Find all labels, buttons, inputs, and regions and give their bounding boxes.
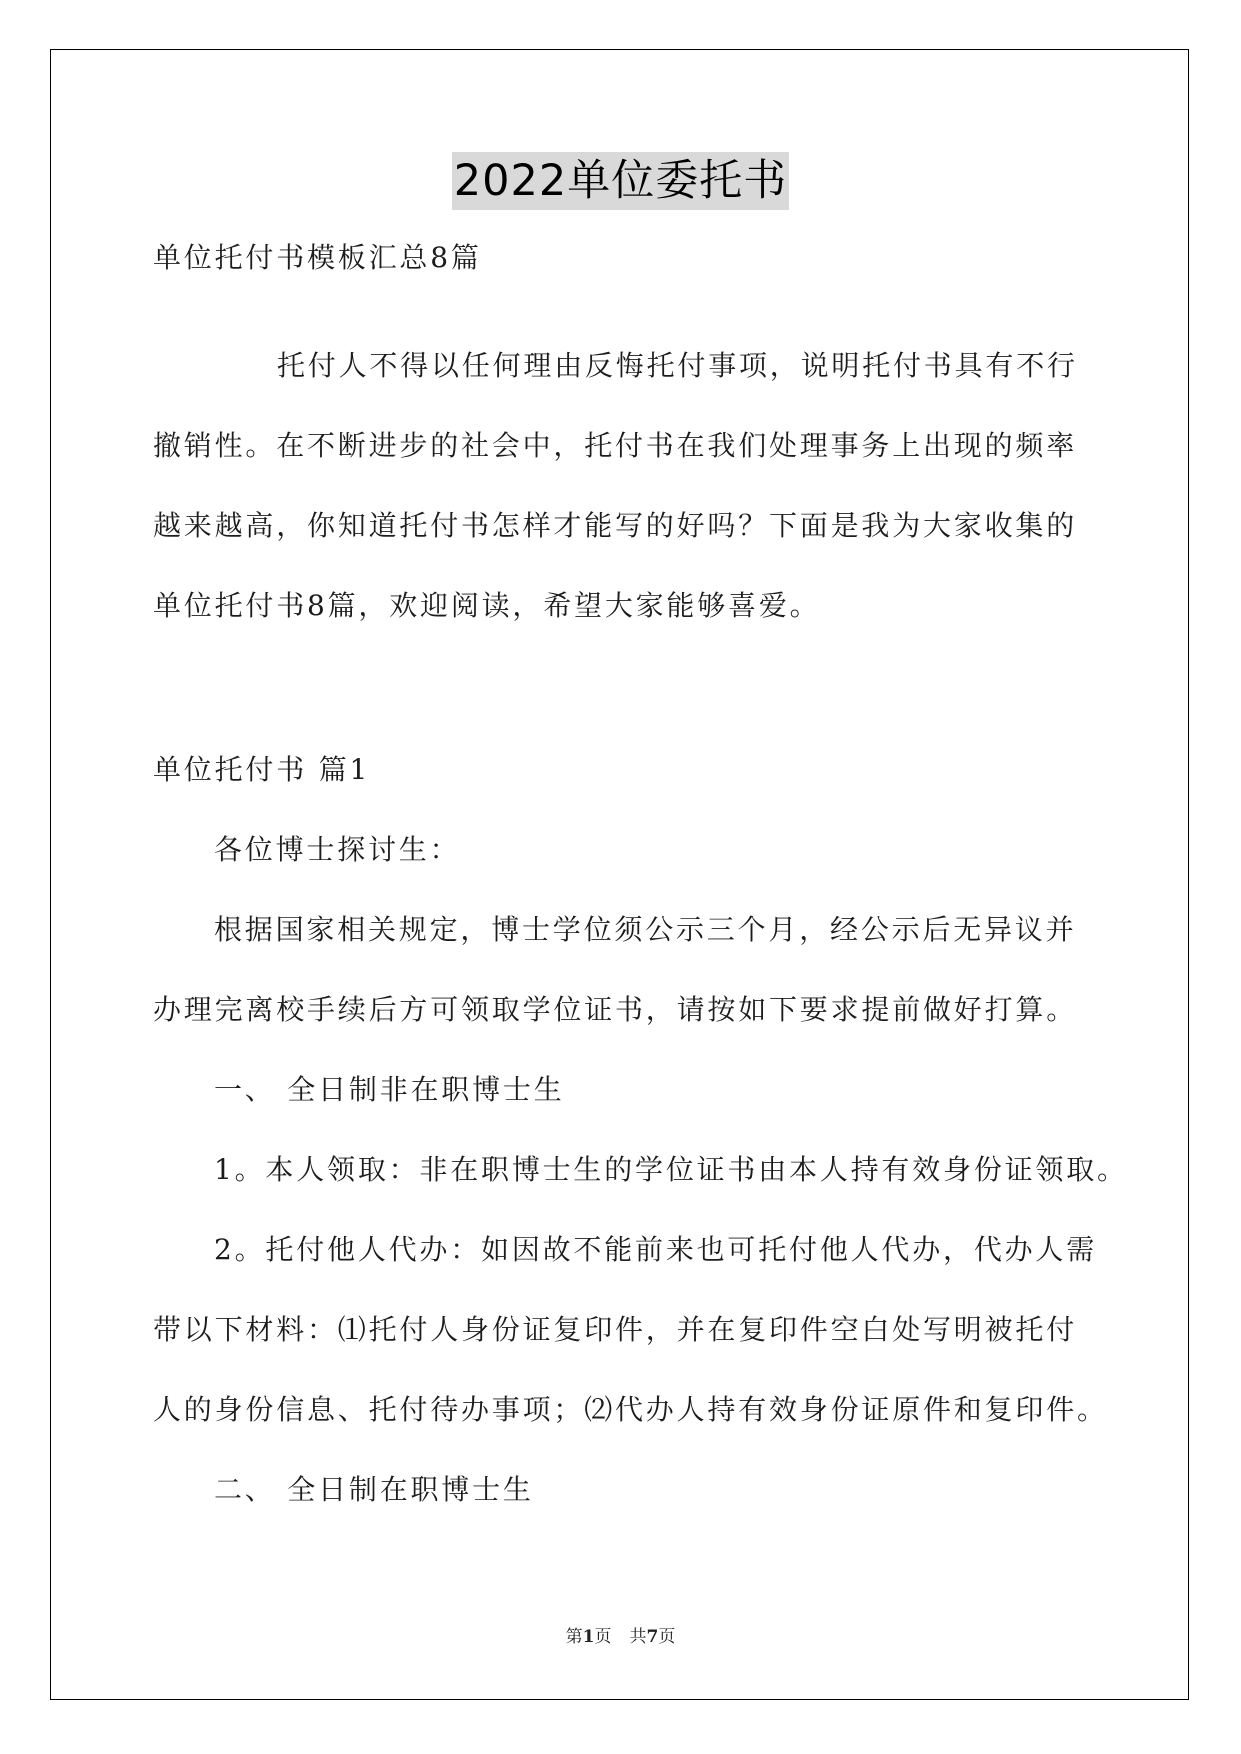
title-container [0, 152, 1241, 210]
section-heading-1: 单位托付书 篇1 [153, 753, 371, 786]
page-footer [0, 1625, 1241, 1649]
item1-heading: 一、 全日制非在职博士生 [214, 1073, 565, 1106]
footer-page-total: 7 [646, 1627, 659, 1647]
item2-heading: 二、 全日制在职博士生 [214, 1473, 534, 1506]
intro-line-2: 撤销性。在不断进步的社会中，托付书在我们处理事务上出现的频率 [153, 429, 1078, 462]
intro-line-3: 越来越高，你知道托付书怎样才能写的好吗？下面是我为大家收集的 [153, 509, 1078, 542]
footer-page-current: 1 [582, 1627, 595, 1647]
page-border [50, 49, 1189, 1700]
footer-page-prefix: 第 [565, 1627, 583, 1647]
footer-total-suffix: 页 [658, 1627, 676, 1647]
footer-total-prefix: 共 [629, 1627, 647, 1647]
document-subtitle: 单位托付书模板汇总8篇 [153, 241, 482, 274]
para1-line-2: 办理完离校手续后方可领取学位证书，请按如下要求提前做好打算。 [153, 993, 1078, 1026]
item1-2-line-2: 带以下材料：⑴托付人身份证复印件，并在复印件空白处写明被托付 [153, 1313, 1078, 1346]
para1-line-1: 根据国家相关规定，博士学位须公示三个月，经公示后无异议并 [214, 913, 1077, 946]
document-title: 2022单位委托书 [452, 152, 789, 210]
greeting: 各位博士探讨生： [214, 833, 461, 866]
item1-2-line-3: 人的身份信息、托付待办事项；⑵代办人持有效身份证原件和复印件。 [153, 1393, 1108, 1426]
footer-page-suffix: 页 [594, 1627, 612, 1647]
intro-line-1: 托付人不得以任何理由反悔托付事项，说明托付书具有不行 [277, 349, 1078, 382]
item1-2-line-1: 2。托付他人代办：如因故不能前来也可托付他人代办，代办人需 [214, 1233, 1098, 1266]
item1-1: 1。本人领取：非在职博士生的学位证书由本人持有效身份证领取。 [214, 1153, 1128, 1186]
intro-line-4: 单位托付书8篇，欢迎阅读，希望大家能够喜爱。 [153, 589, 821, 622]
